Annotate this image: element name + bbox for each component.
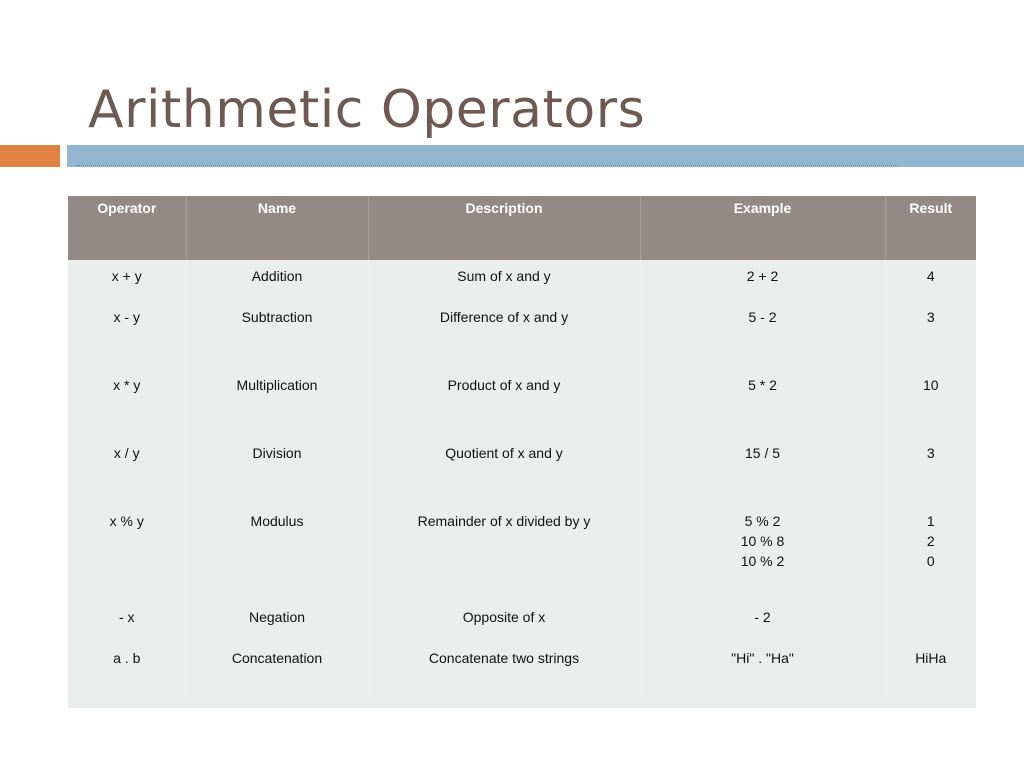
table-row xyxy=(68,505,976,601)
cell-name: Multiplication xyxy=(186,369,368,437)
cell-operator: x / y xyxy=(113,445,140,461)
cell-result xyxy=(885,301,976,369)
cell-result xyxy=(885,505,976,601)
result-line: 0 xyxy=(926,553,935,569)
table-row xyxy=(68,437,976,505)
cell-name: Addition xyxy=(186,260,368,301)
example-line: 5 % 2 xyxy=(744,513,781,529)
example-line: 15 / 5 xyxy=(744,445,781,461)
example-line: 10 % 8 xyxy=(740,533,785,549)
example-line: - 2 xyxy=(754,609,771,625)
cell-result xyxy=(885,437,976,505)
cell-example xyxy=(640,505,885,601)
cell-example xyxy=(640,301,885,369)
cell-description: Remainder of x divided by y xyxy=(368,505,640,601)
cell-example xyxy=(640,369,885,437)
header-result: Result xyxy=(885,196,976,260)
cell-name: Concatenation xyxy=(186,642,368,698)
cell-example xyxy=(640,260,885,301)
cell-name: Subtraction xyxy=(186,301,368,369)
result-line: 10 xyxy=(922,377,939,393)
table-row xyxy=(68,642,976,698)
cell-name: Modulus xyxy=(186,505,368,601)
accent-bar-blue xyxy=(67,145,1024,167)
cell-example xyxy=(640,642,885,698)
cell-operator: x * y xyxy=(113,377,141,393)
cell-result xyxy=(885,601,976,642)
cell-operator: a . b xyxy=(113,650,141,666)
table-row xyxy=(68,260,976,301)
cell-description: Sum of x and y xyxy=(368,260,640,301)
cell-result xyxy=(885,260,976,301)
result-line: 1 xyxy=(926,513,935,529)
table-row xyxy=(68,301,976,369)
cell-result xyxy=(885,369,976,437)
cell-description: Opposite of x xyxy=(368,601,640,642)
example-line: 2 + 2 xyxy=(746,268,779,284)
example-line: "Hi" . "Ha" xyxy=(731,650,794,666)
header-example: Example xyxy=(640,196,885,260)
table-header-row xyxy=(68,196,976,260)
result-line: 2 xyxy=(926,533,935,549)
example-line: 5 - 2 xyxy=(748,309,777,325)
table-row xyxy=(68,369,976,437)
cell-operator: - x xyxy=(118,609,135,625)
header-name: Name xyxy=(186,196,368,260)
header-description: Description xyxy=(368,196,640,260)
header-operator: Operator xyxy=(68,196,186,260)
cell-operator: x + y xyxy=(111,268,142,284)
dotted-divider xyxy=(76,165,898,166)
cell-example xyxy=(640,601,885,642)
cell-example xyxy=(640,437,885,505)
example-line: 5 * 2 xyxy=(748,377,777,393)
cell-operator: x % y xyxy=(109,513,144,529)
cell-name: Division xyxy=(186,437,368,505)
cell-description: Difference of x and y xyxy=(368,301,640,369)
accent-bar-orange xyxy=(0,145,60,167)
table-row xyxy=(68,601,976,642)
result-line: 3 xyxy=(926,445,935,461)
cell-description: Product of x and y xyxy=(368,369,640,437)
cell-result xyxy=(885,642,976,698)
slide-title: Arithmetic Operators xyxy=(88,80,646,140)
operators-table-container xyxy=(68,196,976,708)
cell-operator: x - y xyxy=(113,309,140,325)
result-line: HiHa xyxy=(915,650,947,666)
example-line: 10 % 2 xyxy=(740,553,785,569)
operators-table xyxy=(68,196,976,698)
result-line: 3 xyxy=(926,309,935,325)
cell-description: Concatenate two strings xyxy=(368,642,640,698)
cell-name: Negation xyxy=(186,601,368,642)
result-line: 4 xyxy=(926,268,935,284)
cell-description: Quotient of x and y xyxy=(368,437,640,505)
